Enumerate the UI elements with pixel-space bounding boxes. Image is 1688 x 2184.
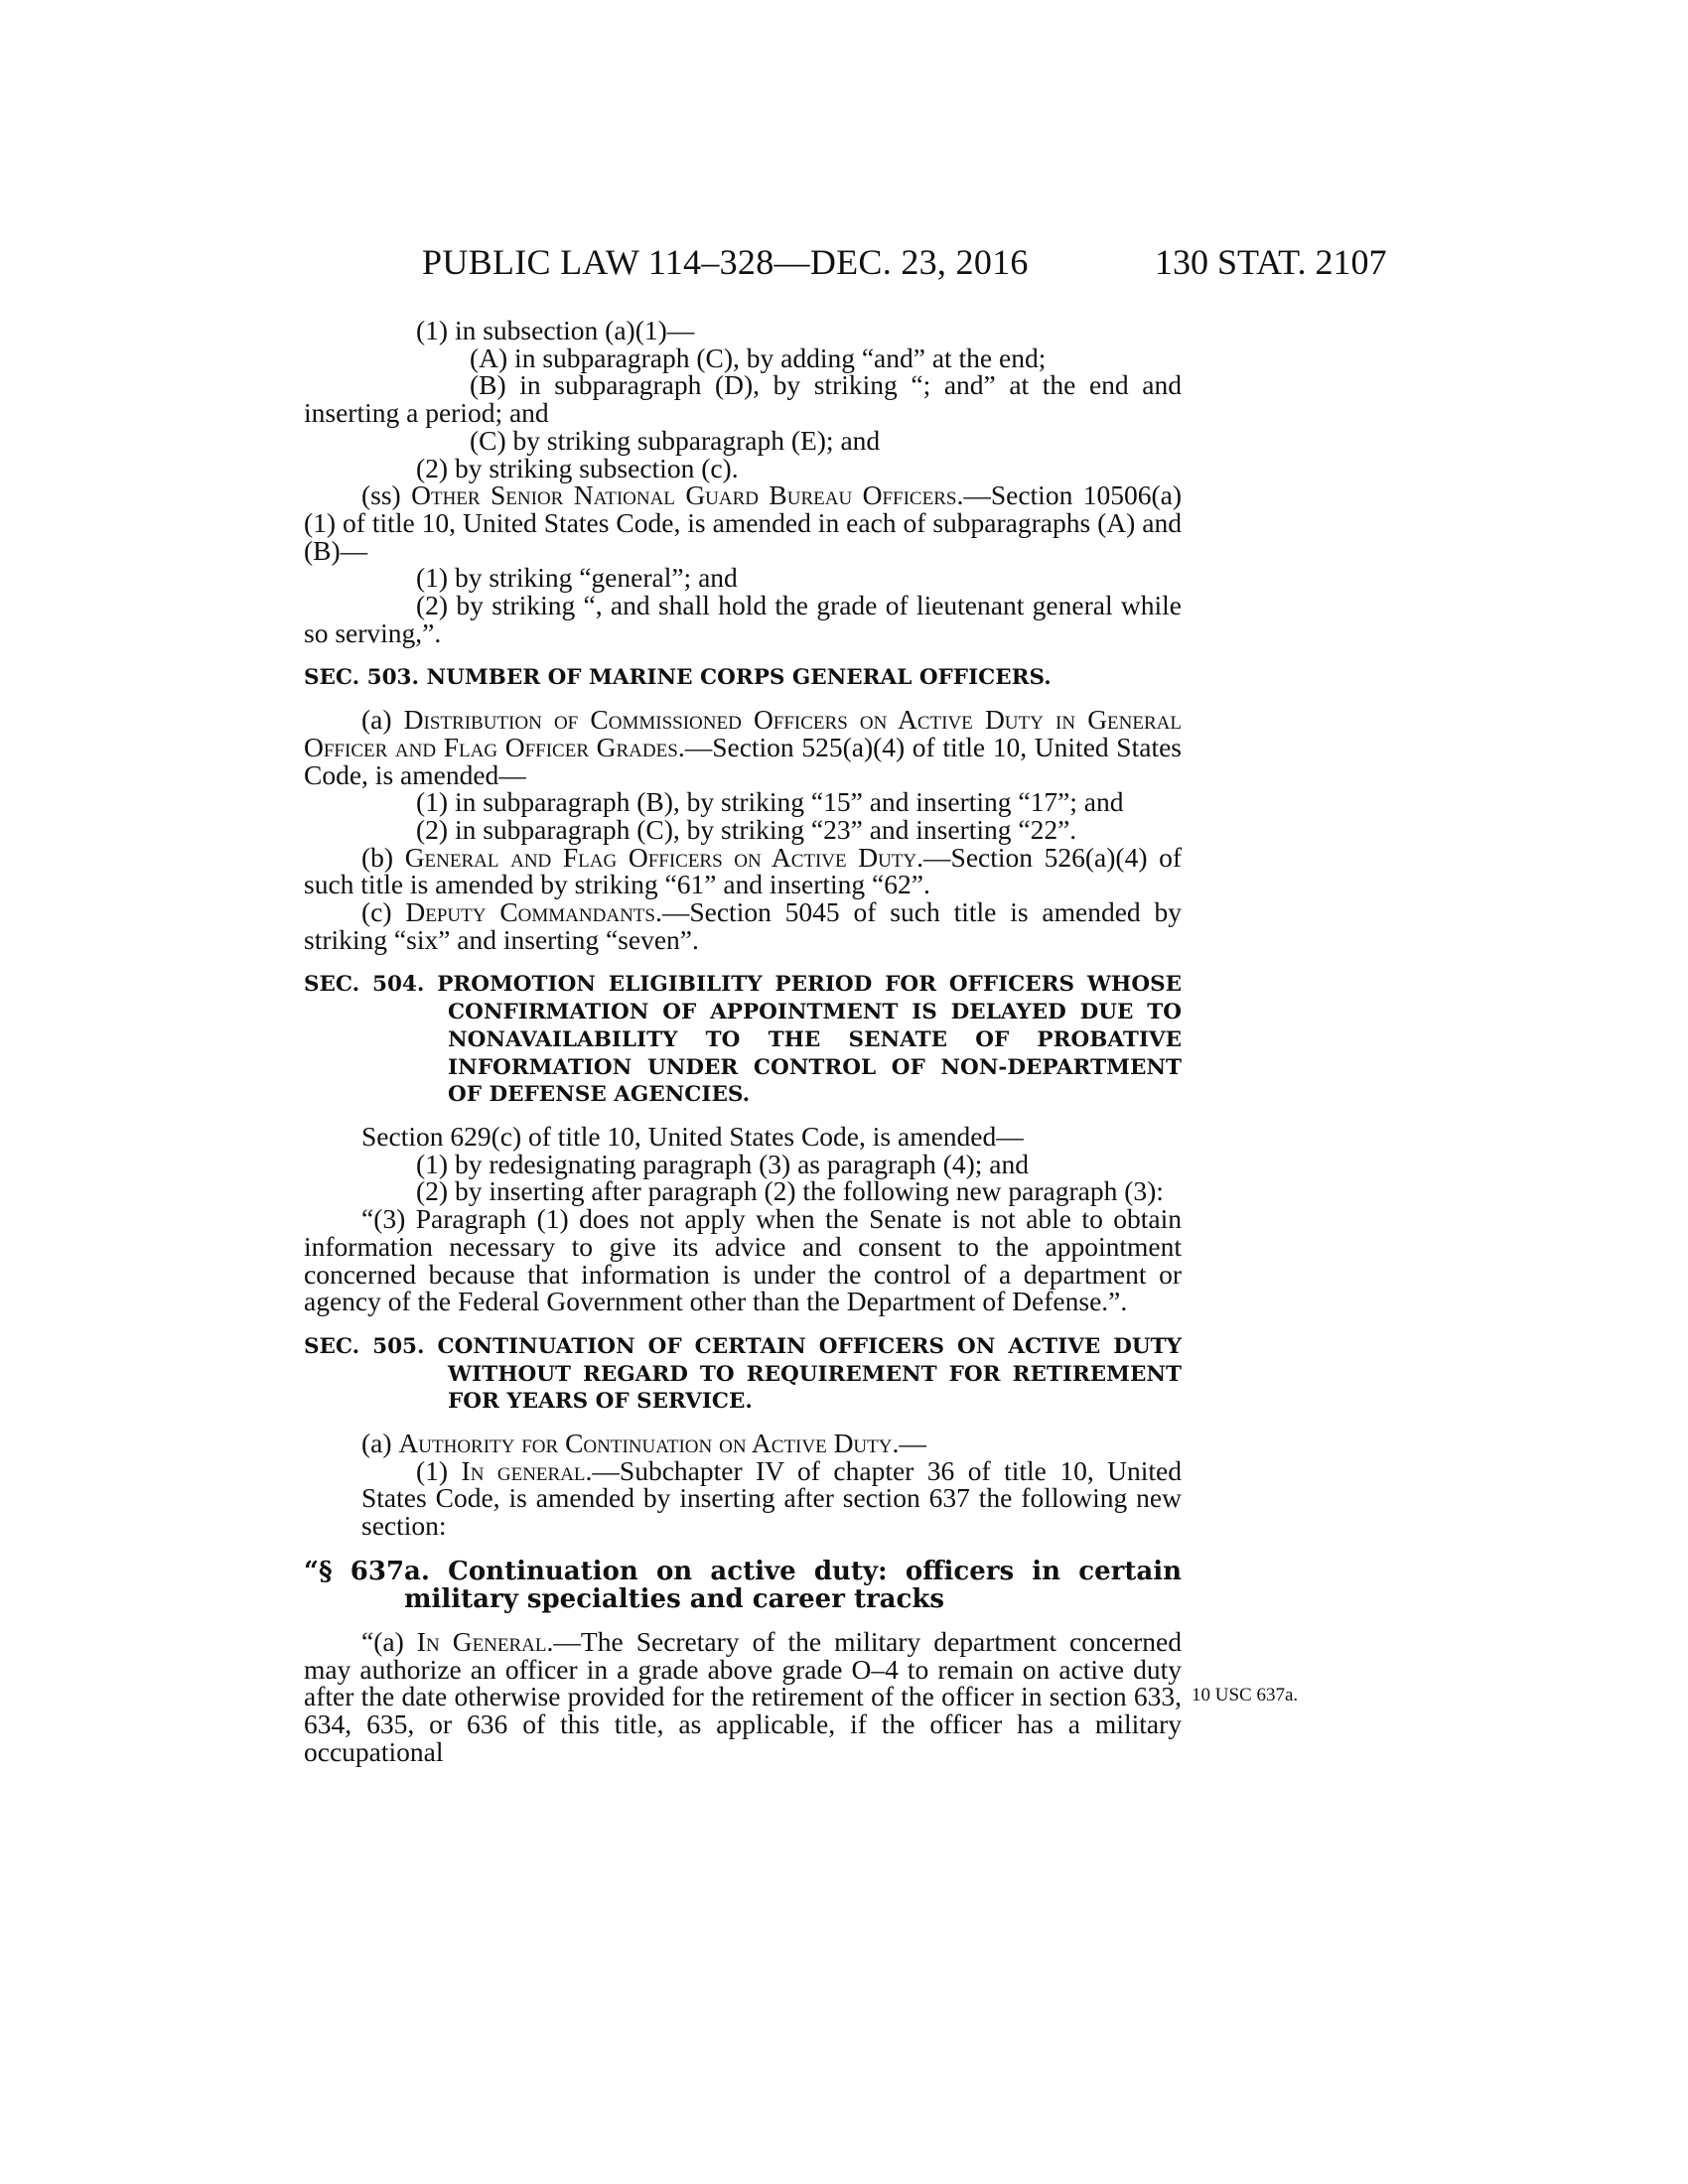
- section-505-a: [304, 1430, 1182, 1457]
- section-504-1: (1) by redesignating paragraph (3) as paragraph (4); and: [416, 1148, 1029, 1179]
- section-504-quoted-paragraph-3: “(3) Paragraph (1) does not apply when the Senate is not able to obtain information necessary to give its advice and consent to the appointment concerned because that information is under the control of a department or agency of the Federal Government other than the Department of Defense.”.: [304, 1203, 1182, 1317]
- subsection-ss: [304, 481, 1182, 564]
- para-1-b: (B) in subparagraph (D), by striking “; and” at the end and inserting a period; and: [304, 369, 1182, 429]
- new-section-637a-a-text: .—The Secretary of the military department concerned may authorize an officer in a grade above grade O–4 to remain on active duty after the date otherwise provided for the retirement of the officer in section 633, 634, 635, or 636 of this title, as applicable, if the officer has a military occupational: [304, 1625, 1183, 1767]
- section-503-c-text: .—Section 5045 of such title is amended by striking “six” and inserting “seven”.: [304, 896, 1183, 955]
- section-504-intro: Section 629(c) of title 10, United States Code, is amended—: [361, 1120, 1024, 1152]
- para-1: (1) in subsection (a)(1)—: [416, 315, 695, 345]
- section-505-a-1: [304, 1454, 1182, 1542]
- new-section-637a-a-number: “(a): [361, 1625, 417, 1657]
- margin-citation-note: 10 USC 637a.: [1192, 1685, 1299, 1706]
- section-505-heading: SEC. 505. CONTINUATION OF CERTAIN OFFICERS ON ACTIVE DUTY WITHOUT REGARD TO REQUIREMENT FOR RETIREMENT FOR YEARS OF SERVICE.: [304, 1333, 1182, 1415]
- new-section-637a-a: [304, 1625, 1183, 1767]
- subsection-ss-heading: Other Senior National Guard Bureau Officers: [411, 479, 957, 511]
- section-505-a-number: (a): [361, 1428, 399, 1459]
- section-503-a-heading: Distribution of Commissioned Officers on Active Duty in General Officer and Flag Officer Grades: [304, 704, 1182, 762]
- section-505-a-dash: .—: [892, 1428, 926, 1459]
- new-section-637a-title: “§ 637a. Continuation on active duty: officers in certain military specialties and career tracks: [304, 1556, 1182, 1615]
- section-504-2: (2) by inserting after paragraph (2) the following new paragraph (3):: [416, 1175, 1164, 1207]
- running-header-stat-page: 130 STAT. 2107: [1155, 242, 1387, 282]
- section-505-a-1-text: .—Subchapter IV of chapter 36 of title 10, United States Code, is amended by inserting after section 637 the following new section:: [361, 1454, 1182, 1542]
- section-503-heading: SEC. 503. NUMBER OF MARINE CORPS GENERAL OFFICERS.: [304, 665, 1052, 691]
- section-503-c: [304, 898, 1182, 953]
- section-503-c-heading: Deputy Commandants: [405, 896, 655, 928]
- section-503-b-heading: General and Flag Officers on Active Duty: [404, 841, 917, 873]
- section-505-a-1-number: (1): [416, 1454, 462, 1486]
- section-504-heading: SEC. 504. PROMOTION ELIGIBILITY PERIOD FOR OFFICERS WHOSE CONFIRMATION OF APPOINTMENT IS DELAYED DUE TO NONAVAILABILITY TO THE SENATE OF PROBATIVE INFORMATION UNDER CONTROL OF NON-DEPARTMENT OF DEFENSE AGENCIES.: [304, 972, 1182, 1108]
- subsection-ss-number: (ss): [361, 479, 412, 511]
- document-body: [304, 317, 1182, 1765]
- para-1-c: (C) by striking subparagraph (E); and: [470, 424, 881, 456]
- section-503-a: [304, 706, 1182, 788]
- subsection-ss-text: .—Section 10506(a)(1) of title 10, United States Code, is amended in each of subparagraphs (A) and (B)—: [304, 479, 1182, 566]
- subsection-ss-1: (1) by striking “general”; and: [416, 562, 738, 594]
- para-2: (2) by striking subsection (c).: [416, 452, 739, 483]
- section-503-b-text: .—Section 526(a)(4) of such title is amended by striking “61” and inserting “62”.: [304, 841, 1182, 900]
- section-503-a-number: (a): [361, 704, 404, 736]
- section-503-a-2: (2) in subparagraph (C), by striking “23” and inserting “22”.: [416, 813, 1077, 845]
- section-503-c-number: (c): [361, 896, 406, 928]
- section-503-b-number: (b): [361, 841, 405, 873]
- section-503-a-text: .—Section 525(a)(4) of title 10, United States Code, is amended—: [304, 731, 1182, 790]
- new-section-637a-a-heading: In General: [416, 1625, 547, 1657]
- para-1-a: (A) in subparagraph (C), by adding “and” at the end;: [470, 341, 1047, 373]
- section-505-a-heading: Authority for Continuation on Active Duty: [398, 1428, 893, 1459]
- section-503-b: [304, 841, 1182, 900]
- subsection-ss-2: (2) by striking “, and shall hold the grade of lieutenant general while so serving,”.: [304, 590, 1182, 648]
- section-503-a-1: (1) in subparagraph (B), by striking “15” and inserting “17”; and: [416, 786, 1124, 818]
- section-505-a-1-heading: In general: [461, 1454, 586, 1486]
- running-header-law: PUBLIC LAW 114–328—DEC. 23, 2016: [422, 242, 1029, 282]
